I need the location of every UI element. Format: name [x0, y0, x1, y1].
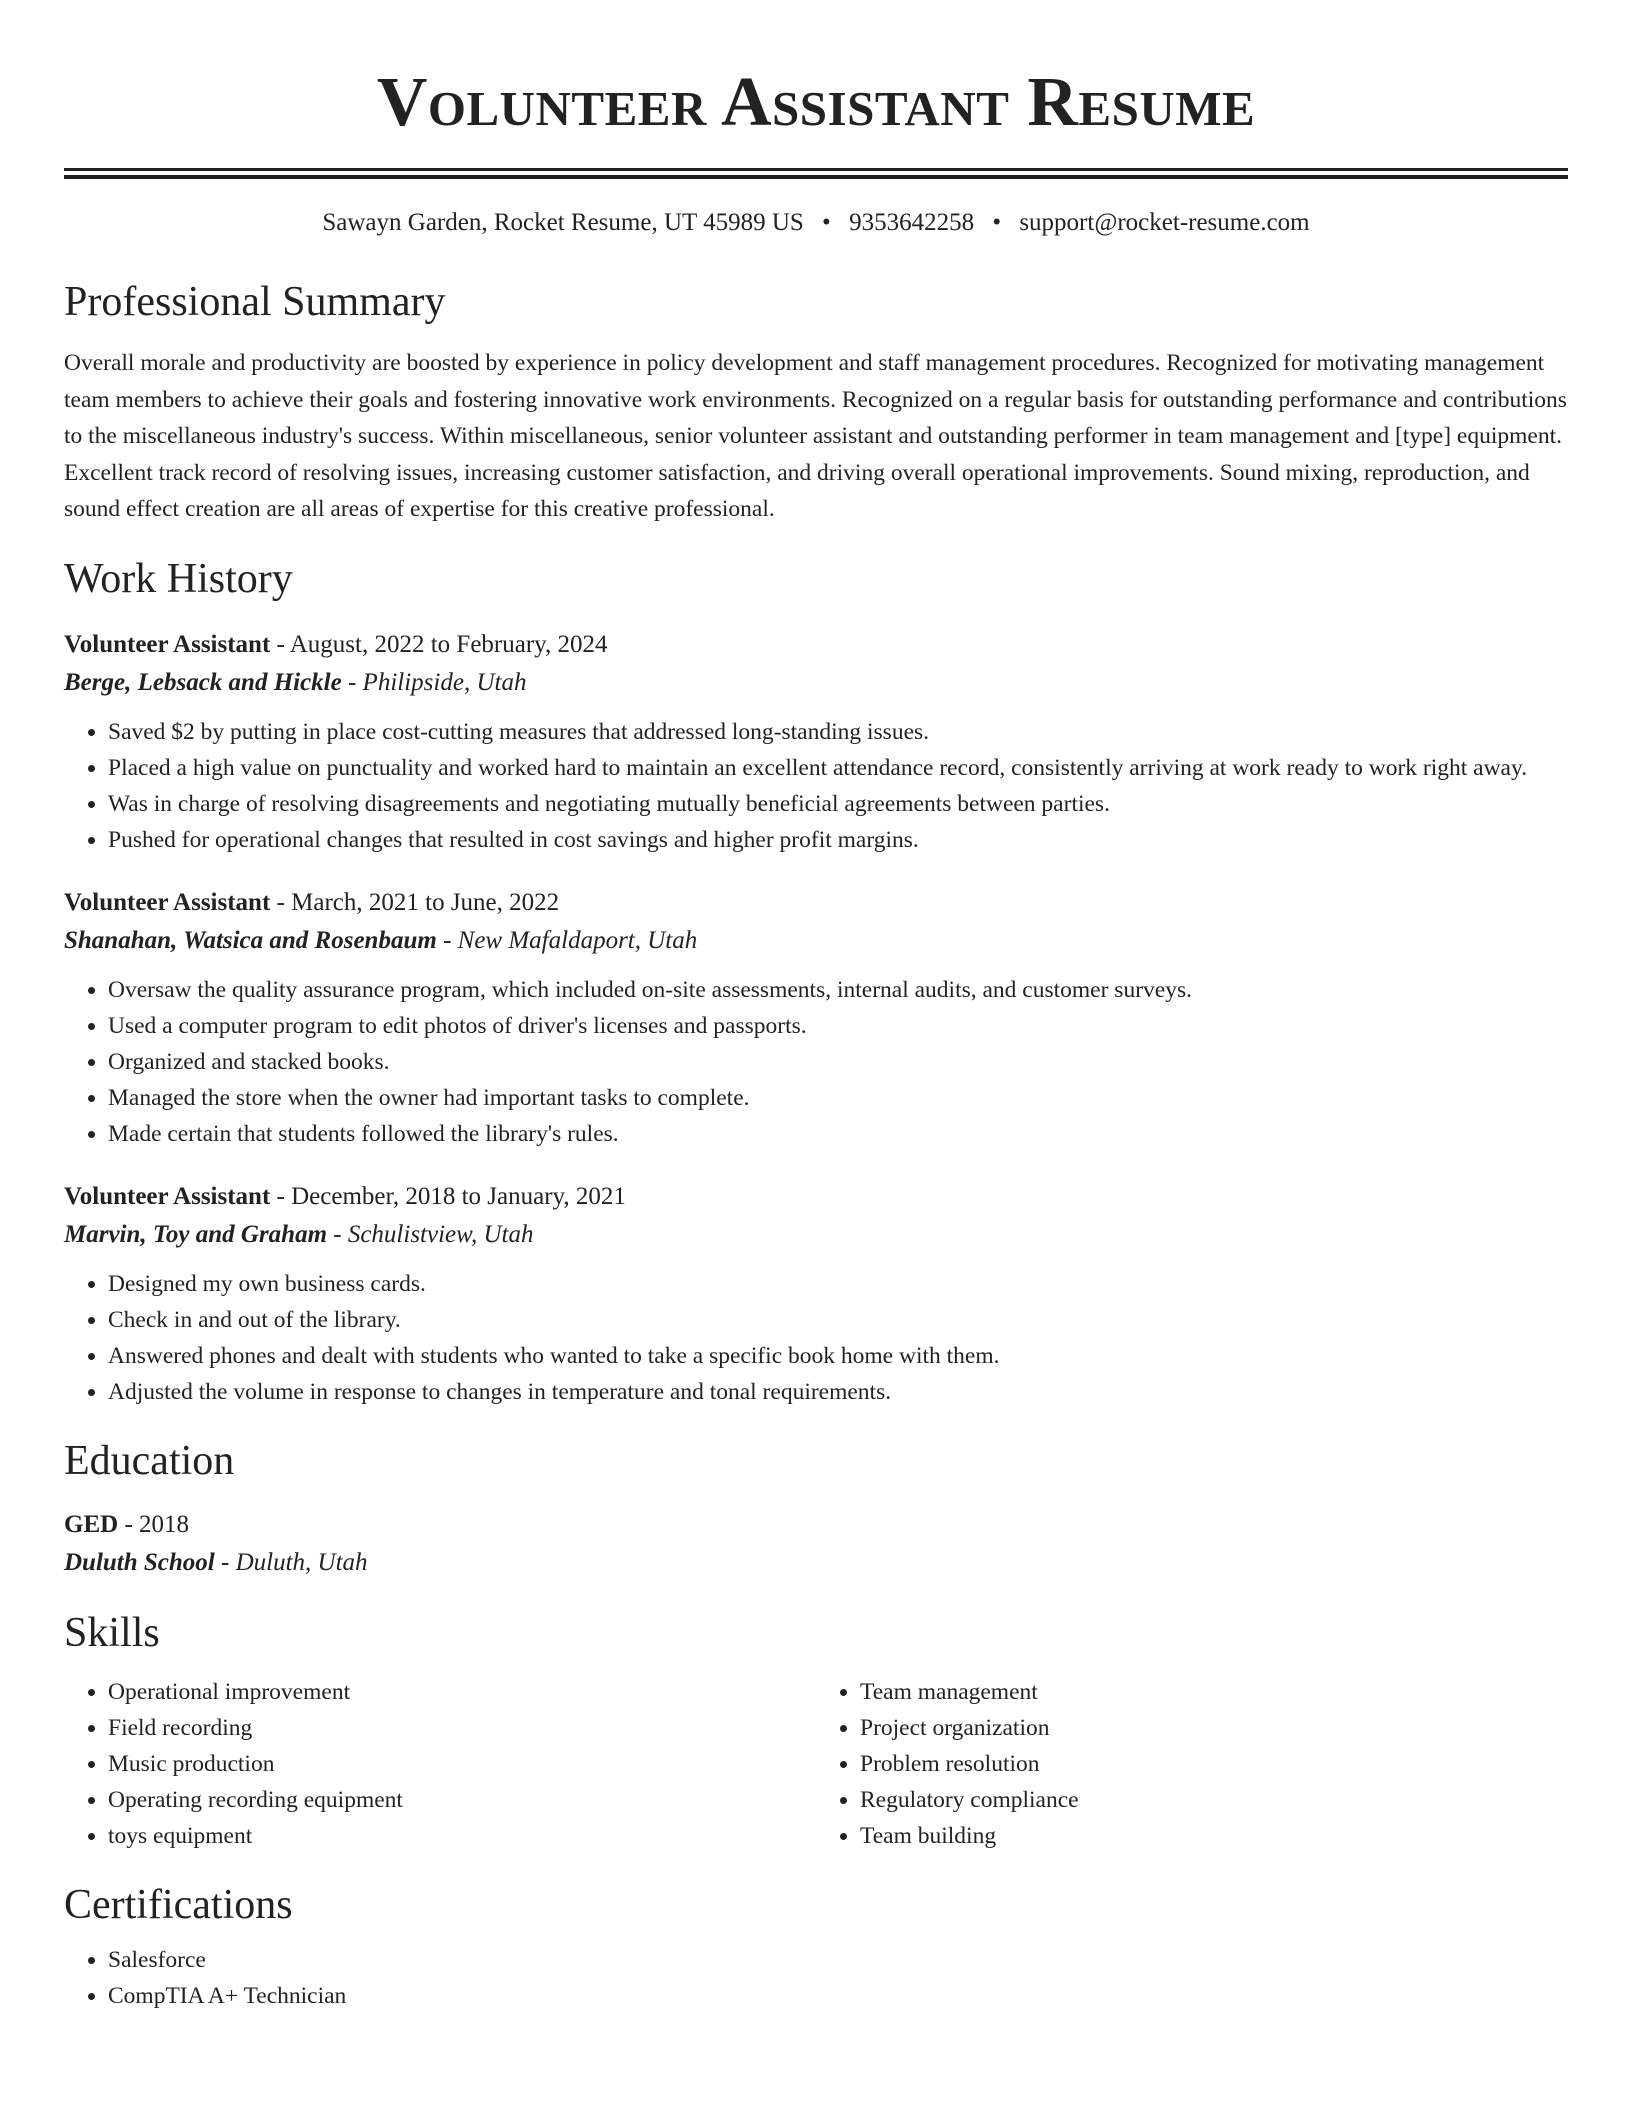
skill-item: • Team building: [860, 1818, 1568, 1854]
employer-line: [64, 664, 1568, 702]
job-duty: • Pushed for operational changes that resulted in cost savings and higher profit margins.: [108, 822, 1568, 858]
title-divider: [64, 168, 1568, 179]
skill-item: • Operating recording equipment: [108, 1782, 816, 1818]
job-duty: • Adjusted the volume in response to changes in temperature and tonal requirements.: [108, 1374, 1568, 1410]
resume-title: Volunteer Assistant Resume: [376, 64, 1256, 141]
job-duties: [64, 714, 1568, 858]
job-duty: • Placed a high value on punctuality and worked hard to maintain an excellent attendance record, consistently arriving at work ready to work right away.: [108, 750, 1568, 786]
degree-year: - 2018: [118, 1510, 190, 1538]
contact-address: Sawayn Garden, Rocket Resume, UT 45989 US: [322, 209, 804, 236]
school-name: Duluth School: [64, 1548, 215, 1576]
skill-item: • Music production: [108, 1746, 816, 1782]
job-title: Volunteer Assistant: [64, 1182, 271, 1210]
job-duty: • Was in charge of resolving disagreements and negotiating mutually beneficial agreements between parties.: [108, 786, 1568, 822]
job-entry: [64, 1178, 1568, 1410]
skill-item: • Problem resolution: [860, 1746, 1568, 1782]
skills-list: [64, 1674, 1568, 1854]
job-duty: • Organized and stacked books.: [108, 1044, 1568, 1080]
employer-location: - Philipside, Utah: [341, 668, 527, 696]
employer-location: - Schulistview, Utah: [327, 1220, 534, 1248]
summary-heading: Professional Summary: [64, 279, 446, 325]
skills-column-right: [816, 1674, 1568, 1854]
education-entry: [64, 1506, 1568, 1582]
job-duty: • Oversaw the quality assurance program, which included on-site assessments, internal audits, and customer surveys.: [108, 972, 1568, 1008]
contact-phone: 9353642258: [849, 209, 975, 236]
job-dates: - March, 2021 to June, 2022: [270, 888, 560, 916]
contact-line: [64, 207, 1568, 239]
job-entry: [64, 884, 1568, 1152]
summary-text: Overall morale and productivity are boosted by experience in policy development and staff management procedures. Recognized for motivating management team members to achieve their goals and fostering innovative work environments. Recognized on a regular basis for outstanding performance and contributions to the miscellaneous industry's success. Within miscellaneous, senior volunteer assistant and outstanding performer in team management and [type] equipment. Excellent track record of resolving issues, increasing customer satisfaction, and driving overall operational improvements. Sound mixing, reproduction, and sound effect creation are all areas of expertise for this creative professional.: [64, 350, 1567, 522]
job-duty: • Designed my own business cards.: [108, 1266, 1568, 1302]
degree-line: [64, 1506, 1568, 1544]
job-title-line: [64, 1178, 1568, 1216]
skill-item: • toys equipment: [108, 1818, 816, 1854]
certification-item: • CompTIA A+ Technician: [108, 1978, 1568, 2014]
job-duty: • Check in and out of the library.: [108, 1302, 1568, 1338]
job-title-line: [64, 626, 1568, 664]
skill-item: • Regulatory compliance: [860, 1782, 1568, 1818]
job-title: Volunteer Assistant: [64, 630, 271, 658]
skill-item: • Operational improvement: [108, 1674, 816, 1710]
job-dates: - August, 2022 to February, 2024: [270, 630, 608, 658]
job-title: Volunteer Assistant: [64, 888, 271, 916]
certification-item: • Salesforce: [108, 1942, 1568, 1978]
contact-separator: •: [992, 209, 1002, 236]
certifications-list: [64, 1942, 1568, 2014]
employer-location: - New Mafaldaport, Utah: [436, 926, 698, 954]
skills-left-list: [64, 1674, 816, 1854]
employer-name: Shanahan, Watsica and Rosenbaum: [64, 926, 437, 954]
job-duty: • Saved $2 by putting in place cost-cutting measures that addressed long-standing issues.: [108, 714, 1568, 750]
skill-item: • Team management: [860, 1674, 1568, 1710]
job-duty: • Used a computer program to edit photos of driver's licenses and passports.: [108, 1008, 1568, 1044]
job-duties: [64, 972, 1568, 1152]
school-line: [64, 1544, 1568, 1582]
job-entry: [64, 626, 1568, 858]
employer-line: [64, 1216, 1568, 1254]
skill-item: • Project organization: [860, 1710, 1568, 1746]
job-title-line: [64, 884, 1568, 922]
skills-column-left: [64, 1674, 816, 1854]
job-duties: [64, 1266, 1568, 1410]
contact-separator: •: [822, 209, 831, 236]
certifications-heading: Certifications: [64, 1881, 293, 1928]
skill-item: • Field recording: [108, 1710, 816, 1746]
skills-heading: Skills: [64, 1609, 160, 1656]
education-heading: Education: [64, 1437, 235, 1484]
job-dates: - December, 2018 to January, 2021: [270, 1182, 626, 1210]
job-duty: • Answered phones and dealt with students who wanted to take a specific book home with them.: [108, 1338, 1568, 1374]
employer-line: [64, 922, 1568, 960]
skills-right-list: [816, 1674, 1568, 1854]
employer-name: Marvin, Toy and Graham: [64, 1220, 328, 1248]
job-duty: • Made certain that students followed the library's rules.: [108, 1116, 1568, 1152]
employer-name: Berge, Lebsack and Hickle: [64, 668, 342, 696]
degree: GED: [64, 1510, 119, 1538]
work-history-heading: Work History: [64, 555, 293, 602]
contact-email: support@rocket-resume.com: [1019, 209, 1310, 236]
job-duty: • Managed the store when the owner had important tasks to complete.: [108, 1080, 1568, 1116]
school-location: - Duluth, Utah: [214, 1548, 368, 1576]
